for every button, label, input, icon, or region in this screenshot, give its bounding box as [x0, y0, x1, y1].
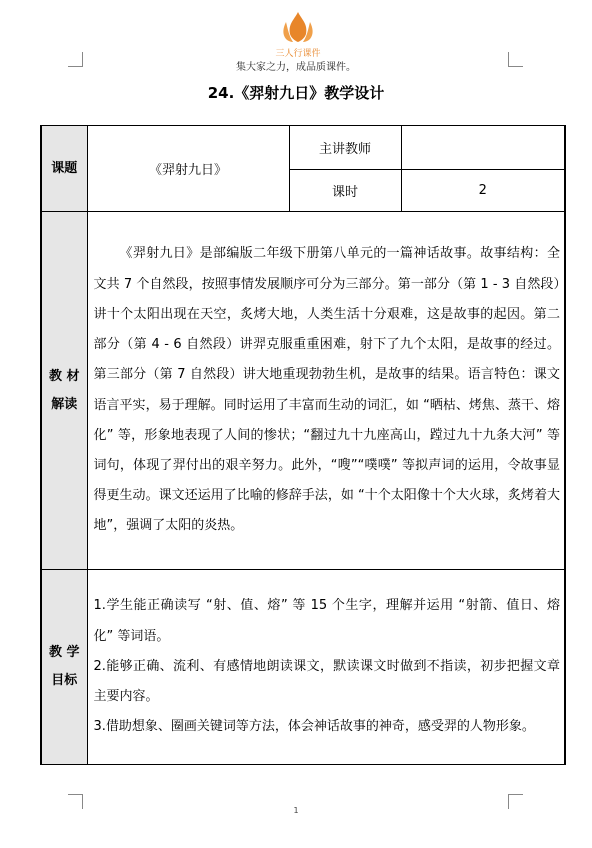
lesson-plan-table	[40, 125, 566, 765]
hours-label: 课时	[289, 170, 401, 212]
slogan: 集大家之力，成品质课件。	[236, 62, 356, 73]
document-title: 24.《羿射九日》教学设计	[207, 84, 385, 102]
material-analysis-label-cell	[41, 212, 87, 570]
goals-label-line1: 教 学	[48, 645, 80, 660]
page-number: 1	[293, 806, 299, 815]
topic-label-cell	[41, 126, 87, 212]
goal-item-2: 2.能够正确、流利、有感情地朗读课文，默读课文时做到不指读，初步把握文章主要内容。	[93, 658, 560, 705]
flame-logo-icon	[268, 8, 328, 60]
teacher-label: 主讲教师	[289, 126, 401, 170]
lesson-name: 《羿射九日》	[87, 126, 289, 212]
brand-logo	[268, 8, 328, 60]
teaching-goals-cell	[87, 570, 565, 765]
logo-text: 三人行课件	[275, 49, 321, 59]
teaching-goals-label-cell	[41, 570, 87, 765]
material-label-line1: 教 材	[48, 368, 80, 384]
goal-item-3: 3.借助想象、圈画关键词等方法，体会神话故事的神奇，感受羿的人物形象。	[93, 719, 535, 735]
goal-item-1: 1.学生能正确读写 “射、值、熔” 等 15 个生字，理解并运用 “射箭、值日、熔化” 等词语。	[93, 598, 560, 644]
material-analysis-cell	[87, 212, 565, 570]
teacher-value	[401, 126, 565, 170]
hours-value: 2	[401, 170, 565, 212]
material-analysis-text: 《羿射九日》是部编版二年级下册第八单元的一篇神话故事。故事结构：全文共 7 个自然段，按照事情发展顺序可分为三部分。第一部分（第 1 - 3 自然段）讲十个太阳出现在天空，炙烤大地，人类生活十分艰难，这是故事的起因。第二部分（第 4 - 6 自然段）讲羿克服重重困难，射下了九个太阳，是故事的经过。第三部分（第 7 自然段）讲大地重现勃勃生机，是故事的结果。语言特色：课文语言平实，易于理解。同时运用了丰富而生动的词汇，如 “晒枯、烤焦、蒸干、熔化” 等，形象地表现了人间的惨状；“翻过九十九座高山，蹚过九十九条大河” 等词句，体现了羿付出的艰辛努力。此外，“嗖”“噗噗” 等拟声词的运用，令故事显得更生动。课文还运用了比喻的修辞手法，如 “十个太阳像十个大火球，炙烤着大地”，强调了太阳的炎热。	[93, 246, 560, 534]
material-label-line2: 解读	[51, 396, 78, 412]
topic-label: 课题	[51, 160, 78, 176]
goals-label-line2: 目标	[51, 673, 78, 688]
